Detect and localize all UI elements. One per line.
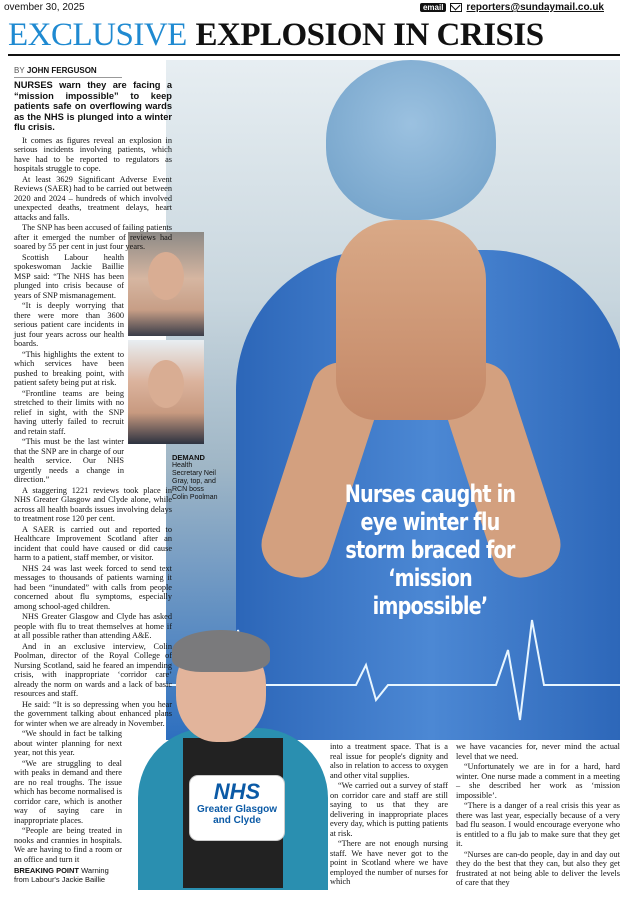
hands-shape: [336, 220, 486, 420]
email-badge: email: [420, 3, 446, 12]
paragraph: The SNP has been accused of failing patients after it emerged the number of reviews had soared by 55 per cent in just four years.: [14, 223, 172, 251]
byline-author: JOHN FERGUSON: [26, 66, 97, 75]
nhs-sign: [190, 776, 284, 840]
page-headline: [8, 16, 608, 52]
paragraph: “We should in fact be talking about winter planning for next year, not this year.: [14, 729, 122, 757]
hair-shape: [172, 630, 270, 672]
caption-heading: BREAKING POINT: [14, 866, 80, 875]
surgical-cap-shape: [326, 60, 496, 220]
paragraph: A SAER is carried out and reported to Healthcare Improvement Scotland after an incident that could have caused or did cause harm to a patient, staff member, or visitor.: [14, 524, 172, 562]
byline-rule: [14, 77, 122, 78]
headline-rule: [8, 54, 620, 56]
nhs-board-name: Greater Glasgow and Clyde: [196, 804, 278, 826]
paragraph: “We carried out a survey of staff on corridor care and staff are still saying to us that they are delivering in inappropriate places every day, which is putting patients at risk.: [330, 781, 448, 838]
jackie-caption: [14, 866, 124, 884]
paragraph: “People are being treated in nooks and crannies in hospitals. We are having to find a room or an office and turn it: [14, 826, 122, 864]
paragraph: At least 3629 Significant Adverse Event Reviews (SAER) had to be carried out between 2020 and 2024 – hundreds of which involved unexpected deaths, treatment delays, heart attacks and falls.: [14, 174, 172, 222]
paragraph: “This must be the last winter that the SNP are in charge of our health service. Our NHS urgently needs a change in direction.”: [14, 437, 124, 484]
paragraph: “Nurses are can-do people, day in and day out they do the best that they can, but also they get frustrated at not being able to deliver the levels of care that they: [456, 849, 620, 887]
paragraph: “There is a danger of a real crisis this year as there was last year, especially because of a very bad flu season. I would encourage everyone who is entitled to a flu jab to make sure that they get it.: [456, 801, 620, 848]
caption-heading: DEMAND: [172, 453, 205, 462]
contact-email: [420, 2, 604, 13]
paragraph: A staggering 1221 reviews took place in NHS Greater Glasgow and Clyde alone, while across all health boards issues involving delays to treatment rose 120 per cent.: [14, 485, 172, 523]
paragraph: Scottish Labour health spokeswoman Jackie Baillie MSP said: “The NHS has been plunged into crisis because of years of SNP mismanagement.: [14, 252, 124, 300]
overlay-headline: Nurses caught in eye winter flu storm braced for ‘mission impossible’: [344, 480, 516, 620]
paragraph: NHS 24 was last week forced to send text messages to thousands of patients warning it had been “inundated” with calls from people concerned about flu symptoms, especially among school-aged children.: [14, 563, 172, 611]
masthead-bar: [0, 0, 632, 16]
envelope-icon: [450, 3, 462, 12]
paragraph: into a treatment space. That is a real issue for people's dignity and also in relation to access to oxygen and other vital supplies.: [330, 742, 448, 780]
nhs-logo: NHS: [213, 779, 261, 804]
email-address[interactable]: reporters@sundaymail.co.uk: [466, 2, 604, 13]
byline-prefix: BY: [14, 66, 25, 75]
paragraph: NHS Greater Glasgow and Clyde has asked people with flu to treat themselves at home if at all possible rather than attending A&E.: [14, 612, 172, 640]
caption-text: Health Secretary Neil Gray, top, and RCN boss Colin Poolman: [172, 462, 218, 501]
photo-caption: [172, 454, 218, 502]
paragraph: “Unfortunately we are in for a hard, hard winter. One nurse made a comment in a meeting – she described her work as ‘mission impossible’.: [456, 762, 620, 800]
article-column-3: [456, 742, 620, 889]
article-column-2: [330, 742, 448, 888]
lead-paragraph: NURSES warn they are facing a “mission impossible” to keep patients safe on overflowing wards as the NHS is plunged into a winter flu crisis.: [14, 80, 172, 132]
paragraph: we have vacancies for, never mind the actual level that we need.: [456, 742, 620, 761]
paragraph: “We are struggling to deal with peaks in demand and there are no real troughs. The issue which has become normalised is corridor care, which is another way of saying care in inappropriate places.: [14, 758, 122, 825]
paragraph: He said: “It is so depressing when you hear the government talking about enhanced plans for winter when we are already in November.: [14, 699, 172, 728]
jackie-baillie-photo: [128, 628, 338, 890]
paragraph: “Frontline teams are being stretched to their limits with no relief in sight, with the SNP having utterly failed to recruit and retain staff.: [14, 388, 124, 436]
paragraph: “It is deeply worrying that there were more than 3600 serious patient care incidents in just four years across our health boards.: [14, 301, 124, 348]
paragraph: It comes as figures reveal an explosion in serious incidents involving patients, which have had to be reported to regulators as hospitals struggle to cope.: [14, 135, 172, 173]
paragraph: And in an exclusive interview, Colin Poolman, director of the Royal College of Nursing Scotland, said he feared an impending crisis, with inappropriate ‘corridor care’ already the norm on wards and a lack of basic resources and staff.: [14, 641, 172, 698]
caption-text: Warning from Labour's Jackie Baillie: [14, 866, 109, 884]
headline-main: EXPLOSION IN CRISIS: [195, 17, 544, 53]
headline-kicker: EXCLUSIVE: [8, 17, 187, 53]
issue-date: ovember 30, 2025: [4, 2, 85, 13]
paragraph: “There are not enough nursing staff. We have never got to the point in Scotland where we have employed the number of nurses for which: [330, 839, 448, 886]
byline: [14, 66, 97, 75]
paragraph: “This highlights the extent to which services have been pushed to breaking point, with patient safety being put at risk.: [14, 349, 124, 387]
